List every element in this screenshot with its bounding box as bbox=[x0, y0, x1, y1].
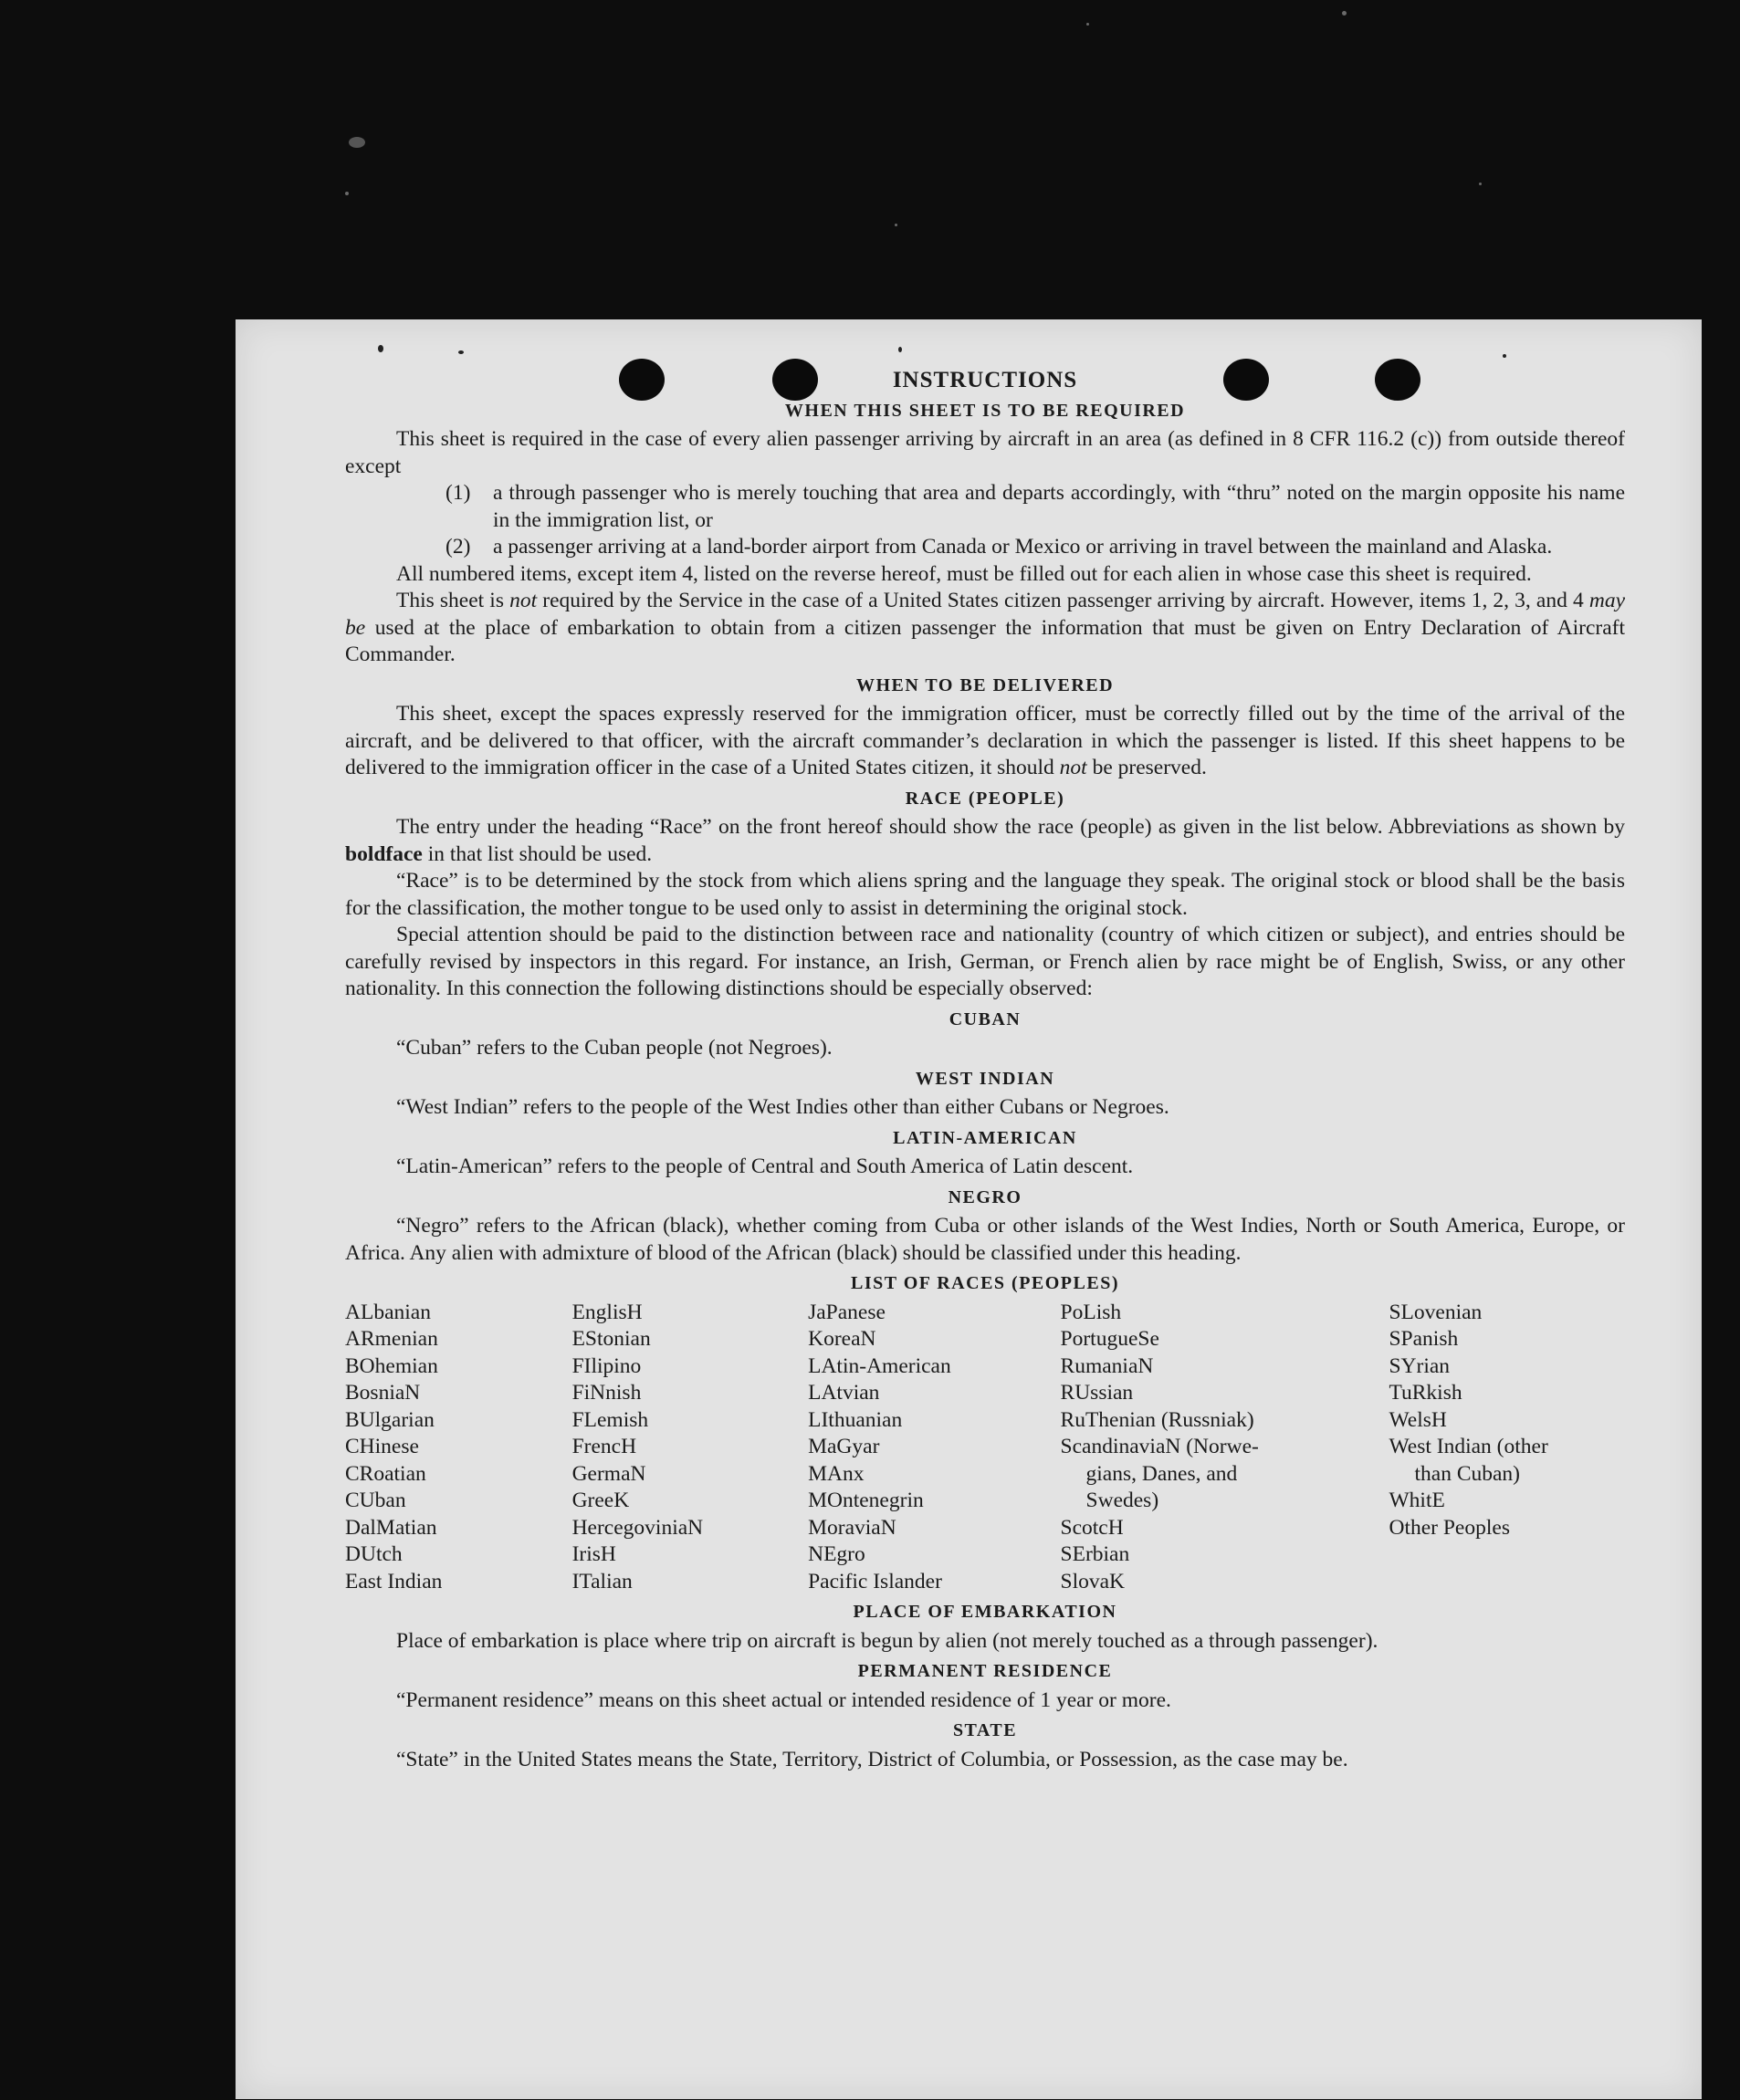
race-entry: LAtin-American bbox=[808, 1353, 951, 1378]
race-entry: ARmenian bbox=[345, 1327, 438, 1351]
race-entry: WhitE bbox=[1389, 1489, 1445, 1512]
item-text: a through passenger who is merely touching that area and departs accordingly, with “thru” noted on the margin opposite his name in the immigration list, or bbox=[493, 481, 1625, 532]
race-entry: BosniaN bbox=[345, 1381, 421, 1405]
definition-text: “Latin-American” refers to the people of Central and South America of Latin descent. bbox=[396, 1154, 1134, 1178]
film-speck bbox=[345, 192, 349, 195]
race-entry: ALbanian bbox=[345, 1300, 431, 1324]
section-heading-residence: PERMANENT RESIDENCE bbox=[857, 1661, 1113, 1681]
race-entry: MOntenegrin bbox=[808, 1489, 924, 1512]
race-entry: ITalian bbox=[571, 1569, 633, 1593]
races-column bbox=[572, 1300, 809, 1596]
ink-mark bbox=[898, 347, 902, 352]
ink-mark bbox=[378, 345, 383, 352]
ink-mark bbox=[458, 350, 464, 354]
text-run: required by the Service in the case of a United States citizen passenger arriving by aircraft. However, items 1, 2, 3, and 4 bbox=[537, 589, 1589, 612]
text-run: The entry under the heading “Race” on the front hereof should show the race (people) as given in the list below. Abbreviations as shown by bbox=[396, 815, 1625, 839]
race-entry: EnglisH bbox=[571, 1300, 643, 1324]
races-list bbox=[345, 1300, 1625, 1596]
paragraph bbox=[345, 588, 1625, 669]
emphasis: not bbox=[509, 589, 538, 612]
item-number: (1) bbox=[445, 481, 471, 505]
race-entry: FiNnish bbox=[571, 1381, 642, 1405]
race-entry: RumaniaN bbox=[1060, 1353, 1154, 1378]
races-column bbox=[1389, 1300, 1625, 1596]
ink-mark bbox=[1503, 354, 1506, 358]
races-column bbox=[808, 1300, 1060, 1596]
race-entry-continued: gians, Danes, and bbox=[1085, 1461, 1238, 1486]
section-heading-race: RACE (PEOPLE) bbox=[905, 788, 1065, 809]
race-entry: East Indian bbox=[345, 1569, 443, 1593]
film-speck bbox=[1086, 23, 1089, 26]
bold-text: boldface bbox=[345, 841, 423, 866]
document-sheet bbox=[236, 319, 1702, 2099]
section-heading-state: STATE bbox=[952, 1720, 1018, 1740]
race-entry: BOhemian bbox=[345, 1353, 438, 1378]
section-heading-cuban: CUBAN bbox=[949, 1008, 1022, 1029]
section-heading-delivered: WHEN TO BE DELIVERED bbox=[855, 674, 1115, 695]
section-heading-negro: NEGRO bbox=[948, 1186, 1022, 1207]
race-entry: PortugueSe bbox=[1060, 1327, 1159, 1351]
paragraph: This sheet is required in the case of every alien passenger arriving by aircraft in an area (as defined in 8 CFR 116.2 (c)) from outside thereof except bbox=[345, 427, 1625, 478]
film-speck bbox=[895, 224, 897, 226]
emphasis: not bbox=[1059, 756, 1087, 779]
race-entry: SlovaK bbox=[1060, 1569, 1126, 1593]
instructions-content bbox=[345, 367, 1625, 1773]
race-entry: KoreaN bbox=[808, 1327, 876, 1351]
race-entry: West Indian (other bbox=[1389, 1435, 1548, 1458]
paragraph bbox=[345, 701, 1625, 782]
section-heading-west-indian: WEST INDIAN bbox=[915, 1068, 1055, 1089]
race-entry: DUtch bbox=[345, 1542, 403, 1566]
list-item bbox=[445, 480, 1625, 534]
race-entry: JaPanese bbox=[808, 1300, 886, 1324]
race-entry: RuThenian (Russniak) bbox=[1060, 1407, 1254, 1432]
section-heading-embarkation: PLACE OF EMBARKATION bbox=[853, 1602, 1117, 1622]
definition-text: “State” in the United States means the State, Territory, District of Columbia, or Possession, as the case may be. bbox=[396, 1747, 1348, 1771]
definition-text: “Permanent residence” means on this sheet actual or intended residence of 1 year or more. bbox=[396, 1687, 1171, 1712]
film-speck bbox=[1342, 11, 1347, 16]
text-run: be preserved. bbox=[1086, 756, 1207, 779]
item-number: (2) bbox=[445, 535, 471, 559]
text-run: used at the place of embarkation to obtain from a citizen passenger the information that must be given on Entry Declaration of Aircraft Commander. bbox=[345, 615, 1625, 666]
race-entry: RUssian bbox=[1060, 1381, 1134, 1405]
film-speck bbox=[1479, 183, 1482, 185]
race-entry: SPanish bbox=[1389, 1327, 1459, 1351]
race-entry: FrencH bbox=[571, 1435, 637, 1458]
section-heading-list-of-races: LIST OF RACES (PEOPLES) bbox=[850, 1273, 1119, 1293]
item-text: a passenger arriving at a land-border airport from Canada or Mexico or arriving in travel between the mainland and Alaska. bbox=[493, 535, 1553, 559]
race-entry: Pacific Islander bbox=[808, 1569, 942, 1593]
emphasis: may be bbox=[345, 589, 1625, 640]
paragraph: “Race” is to be determined by the stock from which aliens spring and the language they speak. The original stock or blood shall be the basis for the classification, the mother tongue to be used only to assist in determining the original stock. bbox=[345, 869, 1625, 920]
paragraph: All numbered items, except item 4, listed on the reverse hereof, must be filled out for each alien in whose case this sheet is required. bbox=[396, 561, 1532, 586]
film-speck bbox=[349, 137, 365, 148]
race-entry: MaGyar bbox=[808, 1435, 880, 1458]
text-run: in that list should be used. bbox=[422, 841, 653, 866]
race-entry: MAnx bbox=[808, 1461, 865, 1486]
race-entry: EStonian bbox=[571, 1327, 651, 1351]
list-item bbox=[445, 534, 1625, 561]
paragraph: Special attention should be paid to the distinction between race and nationality (country of which citizen or subject), and entries should be carefully revised by inspectors in this regard. For instance, an Irish, German, or French alien by race might be of English, Swiss, or any other nationality. In this connection the following distinctions should be especially observed: bbox=[345, 923, 1625, 1000]
race-entry: CRoatian bbox=[345, 1461, 426, 1486]
race-entry: HercegoviniaN bbox=[571, 1515, 704, 1540]
races-column bbox=[1061, 1300, 1389, 1596]
section-heading-latin-american: LATIN-AMERICAN bbox=[893, 1127, 1077, 1148]
race-entry: LAtvian bbox=[808, 1381, 880, 1405]
race-entry: FLemish bbox=[571, 1407, 649, 1432]
paragraph bbox=[345, 814, 1625, 868]
race-entry: BUlgarian bbox=[345, 1407, 435, 1432]
race-entry: TuRkish bbox=[1389, 1381, 1462, 1405]
race-entry: Other Peoples bbox=[1389, 1515, 1510, 1540]
definition-text: “West Indian” refers to the people of the West Indies other than either Cubans or Negroes. bbox=[396, 1095, 1169, 1119]
document-title: INSTRUCTIONS bbox=[892, 368, 1078, 392]
race-entry: ScotcH bbox=[1060, 1515, 1124, 1540]
race-entry: MoraviaN bbox=[808, 1515, 896, 1540]
race-entry: SLovenian bbox=[1389, 1300, 1483, 1324]
race-entry: CHinese bbox=[345, 1435, 419, 1458]
race-entry: WelsH bbox=[1389, 1407, 1447, 1432]
definition-text: “Cuban” refers to the Cuban people (not Negroes). bbox=[396, 1036, 833, 1060]
races-column bbox=[345, 1300, 572, 1596]
race-entry: SErbian bbox=[1060, 1542, 1130, 1566]
text-run: This sheet is bbox=[396, 589, 510, 612]
race-entry: CUban bbox=[345, 1489, 406, 1512]
race-entry: GermaN bbox=[571, 1461, 646, 1486]
race-entry: NEgro bbox=[808, 1542, 865, 1566]
section-heading-required: WHEN THIS SHEET IS TO BE REQUIRED bbox=[784, 400, 1186, 421]
race-entry: GreeK bbox=[571, 1489, 630, 1512]
race-entry: IrisH bbox=[571, 1542, 616, 1566]
race-entry: ScandinaviaN (Norwe- bbox=[1060, 1435, 1259, 1458]
text-run: This sheet, except the spaces expressly reserved for the immigration officer, must be correctly filled out by the time of the arrival of the aircraft, and be delivered to that officer, with the aircraft commander’s declaration in which the passenger is listed. If this sheet happens to be delivered to the immigration officer in the case of a United States citizen, it should bbox=[345, 702, 1625, 779]
definition-text: Place of embarkation is place where trip on aircraft is begun by alien (not merely touched as a through passenger). bbox=[396, 1628, 1378, 1653]
definition-text: “Negro” refers to the African (black), whether coming from Cuba or other islands of the West Indies, North or South America, Europe, or Africa. Any alien with admixture of blood of the African (black) should be classified under this heading. bbox=[345, 1214, 1625, 1265]
race-entry: DalMatian bbox=[345, 1515, 437, 1540]
race-entry: PoLish bbox=[1060, 1300, 1122, 1324]
race-entry-continued: than Cuban) bbox=[1414, 1461, 1520, 1486]
race-entry: FIlipino bbox=[571, 1353, 642, 1378]
race-entry: LIthuanian bbox=[808, 1407, 903, 1432]
race-entry-continued: Swedes) bbox=[1085, 1489, 1159, 1512]
race-entry: SYrian bbox=[1389, 1353, 1451, 1378]
